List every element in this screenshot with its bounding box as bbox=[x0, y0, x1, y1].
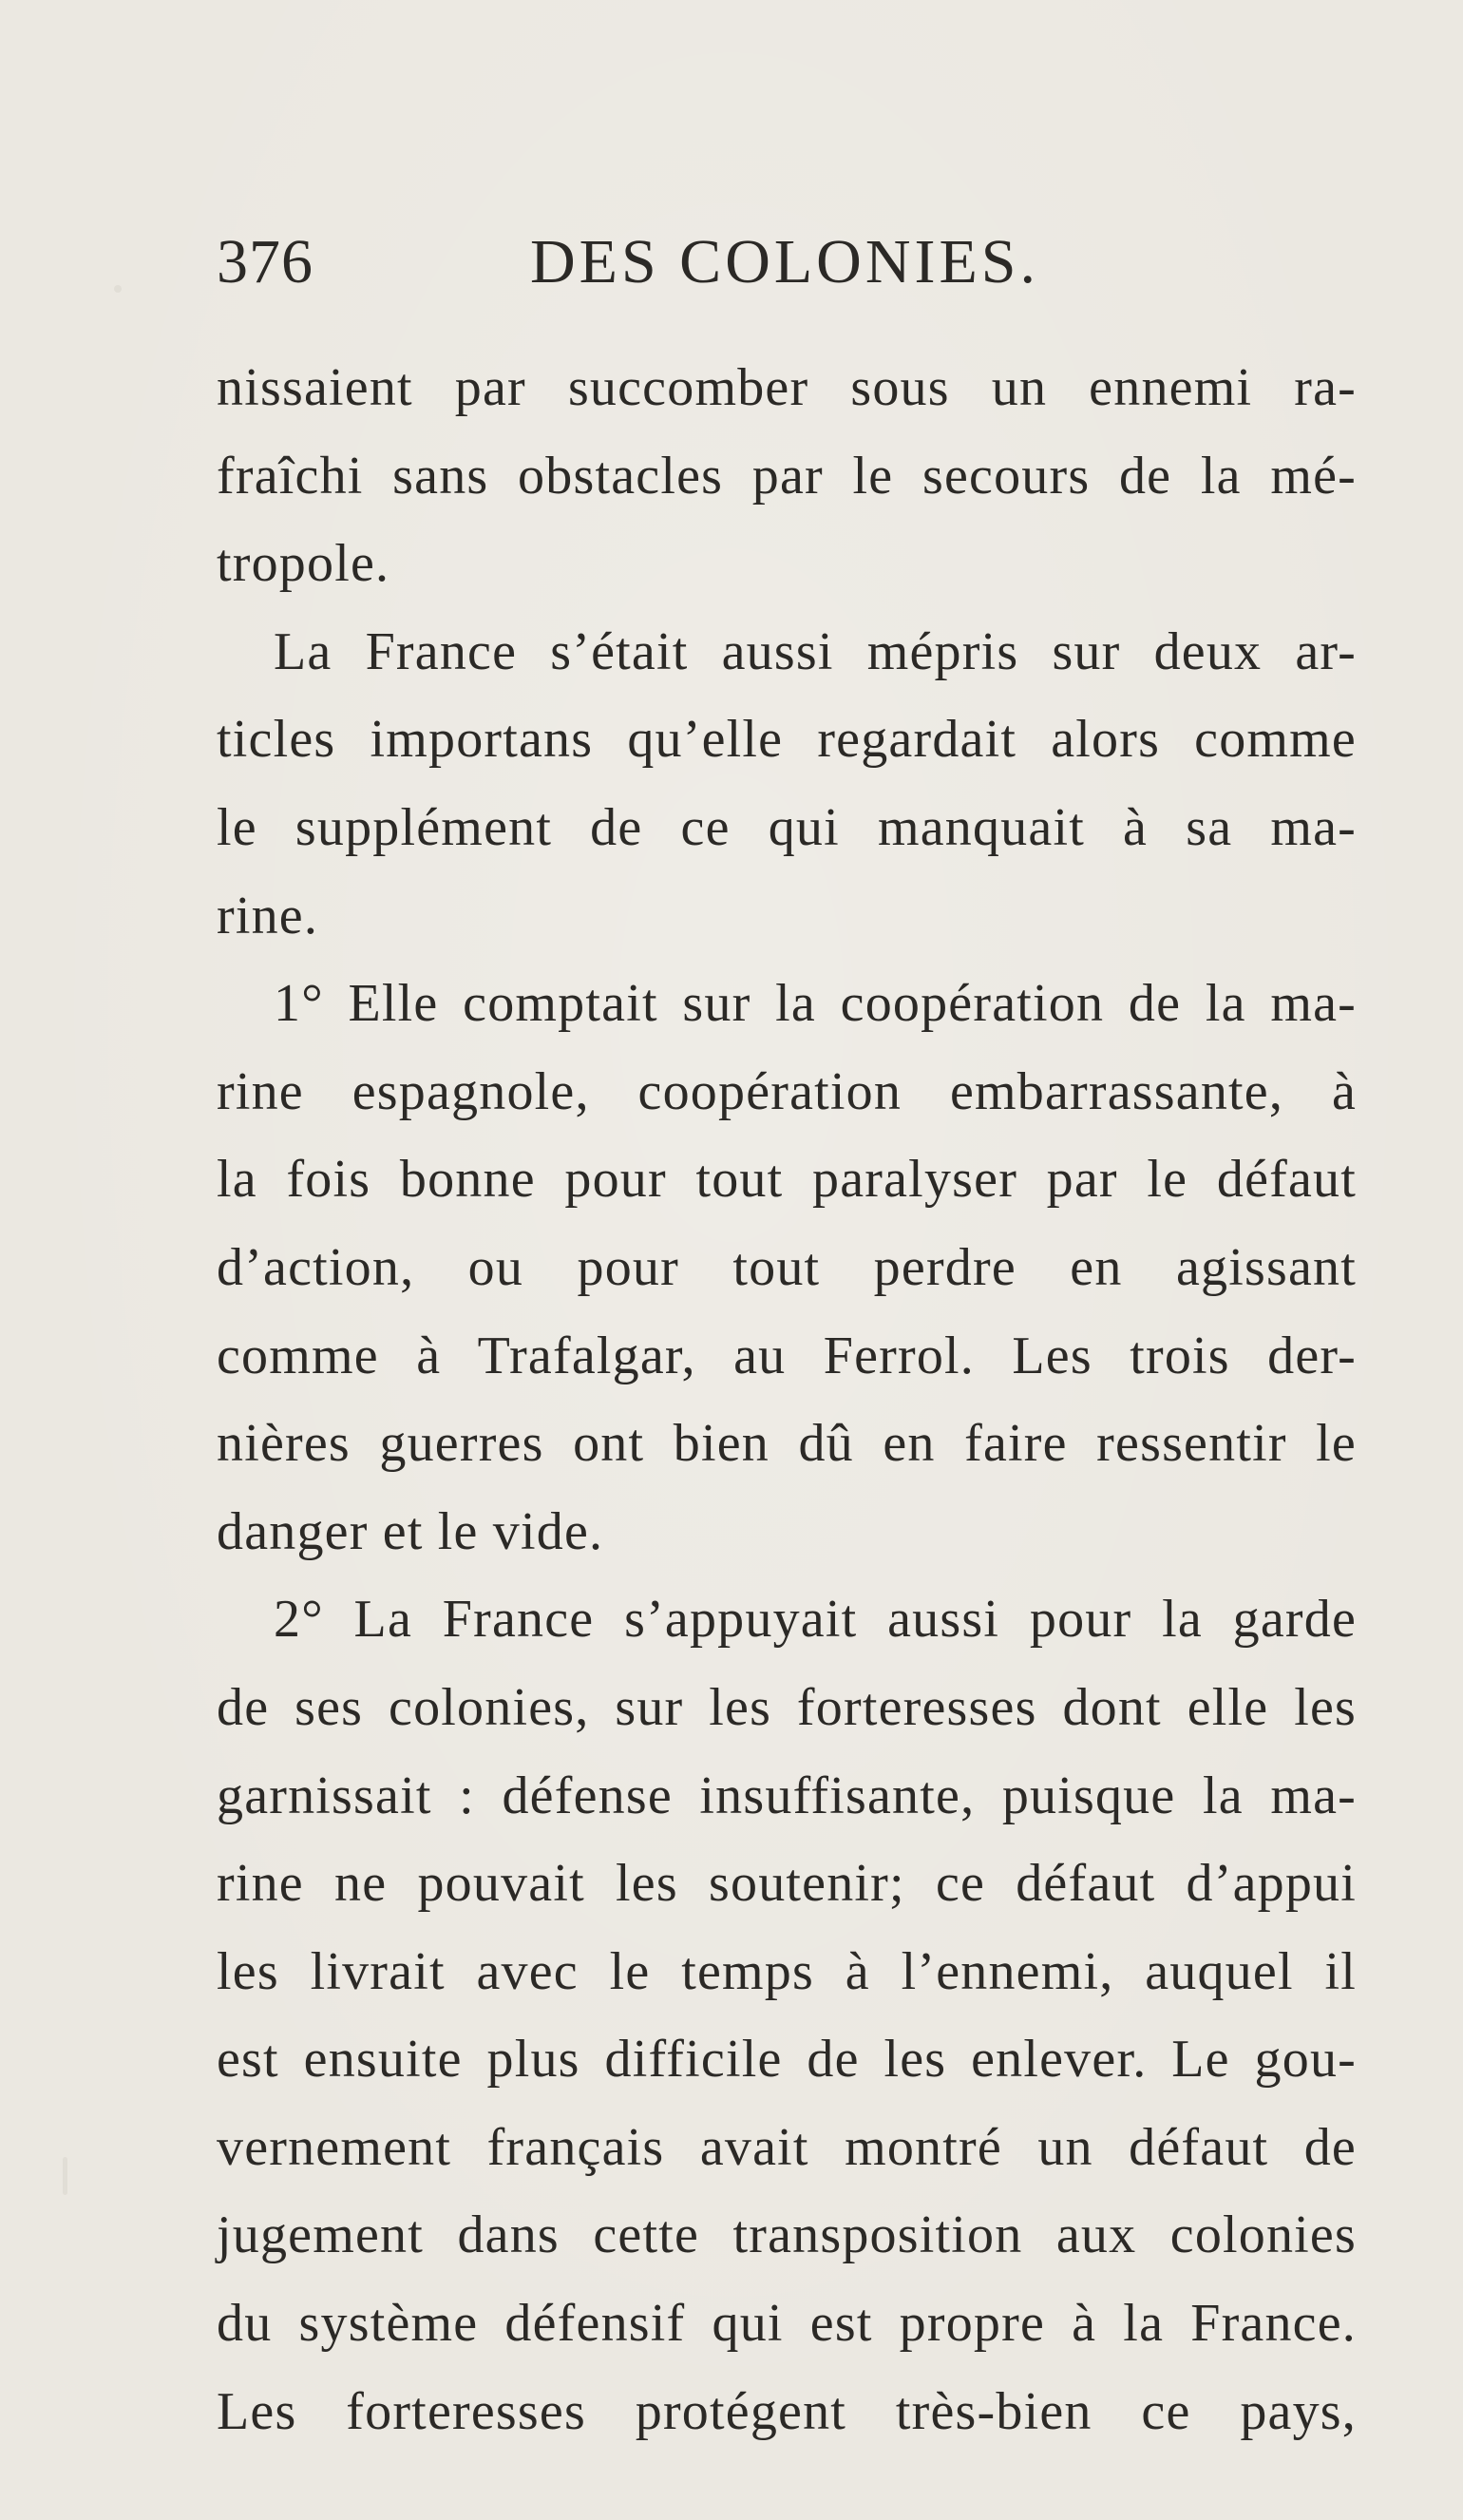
text-line: ticles importans qu’elle regardait alors comme bbox=[217, 710, 1357, 770]
text-line: comme à Trafalgar, au Ferrol. Les trois der- bbox=[217, 1326, 1357, 1385]
text-line: nières guerres ont bien dû en faire ressentir le bbox=[217, 1414, 1357, 1474]
running-title: DES COLONIES. bbox=[530, 227, 1040, 296]
text-line: les livrait avec le temps à l’ennemi, auquel il bbox=[217, 1941, 1357, 2001]
page-number: 376 bbox=[217, 227, 314, 296]
paper-stain bbox=[63, 2157, 67, 2195]
text-line: la fois bonne pour tout paralyser par le défaut bbox=[217, 1150, 1357, 1210]
text-line: rine. bbox=[217, 886, 319, 945]
text-line: du système défensif qui est propre à la France. bbox=[217, 2294, 1357, 2354]
text-line: est ensuite plus difficile de les enlever. Le gou- bbox=[217, 2030, 1357, 2090]
text-line: d’action, ou pour tout perdre en agissant bbox=[217, 1237, 1357, 1297]
text-line: garnissait : défense insuffisante, puisque la ma- bbox=[217, 1766, 1357, 1825]
text-line: 1° Elle comptait sur la coopération de la ma- bbox=[274, 974, 1357, 1034]
text-line: fraîchi sans obstacles par le secours de la mé- bbox=[217, 446, 1357, 506]
text-line: tropole. bbox=[217, 534, 390, 594]
text-line: danger et le vide. bbox=[217, 1501, 604, 1561]
text-line: vernement français avait montré un défaut de bbox=[217, 2117, 1357, 2177]
running-head bbox=[217, 224, 1357, 300]
text-line: La France s’était aussi mépris sur deux ar- bbox=[274, 621, 1357, 681]
text-line: Les forteresses protégent très-bien ce pays, bbox=[217, 2381, 1357, 2441]
text-line: de ses colonies, sur les forteresses dont elle les bbox=[217, 1677, 1357, 1737]
text-line: rine ne pouvait les soutenir; ce défaut d’appui bbox=[217, 1854, 1357, 1914]
text-line: 2° La France s’appuyait aussi pour la garde bbox=[274, 1590, 1357, 1650]
paper-stain bbox=[114, 285, 122, 293]
text-line: nissaient par succomber sous un ennemi ra- bbox=[217, 358, 1357, 417]
text-line: rine espagnole, coopération embarrassante, à bbox=[217, 1061, 1357, 1121]
text-line: le supplément de ce qui manquait à sa ma- bbox=[217, 797, 1357, 857]
text-line: jugement dans cette transposition aux colonies bbox=[217, 2205, 1357, 2265]
body-text bbox=[217, 344, 1357, 2455]
